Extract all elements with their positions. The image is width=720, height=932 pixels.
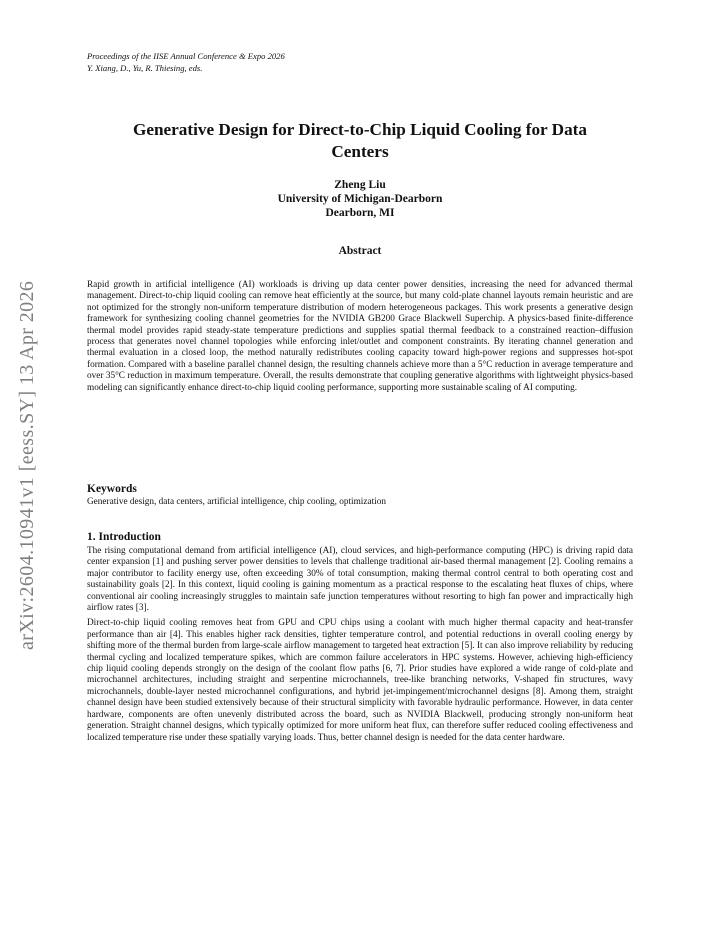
author-name: Zheng Liu [334, 179, 386, 191]
introduction-heading: 1. Introduction [87, 531, 161, 543]
author-block [87, 178, 633, 220]
intro-paragraph-1: The rising computational demand from artificial intelligence (AI), cloud services, and high-performance computing (HPC) is driving rapid data center expansion [1] and pushing server power densities to levels that challenge traditional air-based thermal management [2]. Cooling remains a major contributor to facility energy use, often exceeding 30% of total consumption, making thermal control central to both operating cost and sustainability goals [2]. In this context, liquid cooling is gaining momentum as a practical response to the escalating heat fluxes of chips, where conventional air cooling increasingly struggles to maintain safe junction temperatures without resorting to high fan power and impractically high airflow rates [3]. [87, 546, 633, 614]
intro-paragraph-2: Direct-to-chip liquid cooling removes heat from GPU and CPU chips using a coolant with much higher thermal capacity and heat-transfer performance than air [4]. This enables higher rack densities, tighter temperature control, and potential reductions in overall cooling energy by shifting more of the thermal burden from large-scale airflow management to targeted heat extraction [5]. It can also improve reliability by reducing thermal cycling and localized temperature spikes, which are common failure accelerators in HPC systems. However, achieving high-efficiency chip liquid cooling depends strongly on the design of the coolant flow paths [6, 7]. Prior studies have explored a wide range of cold-plate and microchannel architectures, including straight and serpentine microchannels, tree-like branching networks, V-shaped fin structures, wavy microchannels, double-layer nested microchannel configurations, and hybrid jet-impingement/microchannel designs [8]. Among them, straight channel design have been studied extensively because of their structural simplicity with favorable hydraulic performance. However, in data center hardware, components are often unevenly distributed across the board, such as NVIDIA Blackwell, producing strongly non-uniform heat generation. Straight channel designs, which typically optimized for more uniform heat flux, can therefore suffer reduced cooling effectiveness and localized temperature rise under these spatially varying loads. Thus, better channel design is needed for the data center hardware. [87, 618, 633, 743]
title-line-1: Generative Design for Direct-to-Chip Liquid Cooling for Data [132, 120, 587, 139]
keywords-text: Generative design, data centers, artificial intelligence, chip cooling, optimization [87, 497, 386, 507]
author-affiliation: University of Michigan-Dearborn [277, 193, 443, 205]
editors-line: Y. Xiang, D., Yu, R. Thiesing, eds. [87, 63, 203, 73]
abstract-text: Rapid growth in artificial intelligence (AI) workloads is driving up data center power densities, increasing the need for advanced thermal management. Direct-to-chip liquid cooling can remove heat efficiently at the source, but many cold-plate channel layouts remain heuristic and are not optimized for the strongly non-uniform temperature distribution of modern heterogeneous packages. This work presents a generative design framework for synthesizing cooling channel geometries for the NVIDIA GB200 Grace Blackwell Superchip. A physics-based finite-difference thermal model provides rapid steady-state temperature predictions and supplies spatial thermal feedback to a constrained reaction–diffusion process that generates novel channel topologies while enforcing inlet/outlet and component constraints. By iterating channel generation and thermal evaluation in a closed loop, the method naturally redistributes cooling capacity toward high-power regions and suppresses hot-spot formation. Compared with a baseline parallel channel design, the resulting channels achieve more than a 5°C reduction in average temperature and over 35°C reduction in maximum temperature. Overall, the results demonstrate that coupling generative algorithms with lightweight physics-based modeling can significantly enhance direct-to-chip liquid cooling performance, supporting more sustainable scaling of AI computing. [87, 280, 633, 393]
proceedings-header [87, 50, 285, 74]
abstract-heading: Abstract [338, 245, 382, 257]
arxiv-stamp[interactable]: arXiv:2604.10941v1 [eess.SY] 13 Apr 2026 [16, 280, 38, 650]
proceedings-line: Proceedings of the IISE Annual Conference & Expo 2026 [87, 51, 285, 61]
author-location: Dearborn, MI [325, 207, 395, 219]
paper-title [87, 119, 633, 163]
introduction-body [87, 546, 633, 744]
keywords-heading: Keywords [87, 483, 137, 495]
title-line-2: Centers [331, 142, 389, 161]
